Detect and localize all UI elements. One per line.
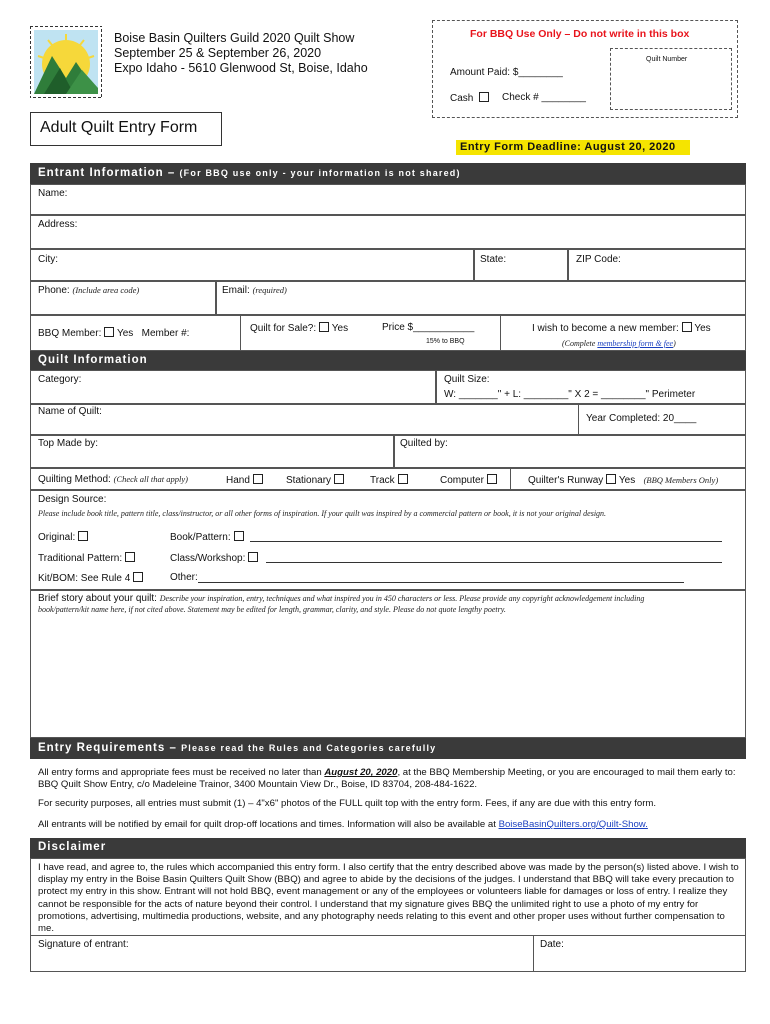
- stationary-checkbox[interactable]: [334, 474, 344, 484]
- zip-label: ZIP Code:: [576, 254, 621, 265]
- quilt-number-label: Quilt Number: [646, 56, 688, 63]
- runway-checkbox[interactable]: [606, 474, 616, 484]
- story-label: Brief story about your quilt: Describe your inspiration, entry, techniques and what inspired you in 450 characters or less. Please provide any copyright acknowledgement including: [38, 593, 645, 604]
- quilt-section-header: Quilt Information: [30, 351, 746, 370]
- signature-field[interactable]: Signature of entrant:: [38, 939, 129, 950]
- deadline-text: Entry Form Deadline: August 20, 2020: [460, 141, 676, 153]
- date-divider: [533, 935, 534, 972]
- cash-label: Cash: [450, 92, 489, 104]
- hand-checkbox[interactable]: [253, 474, 263, 484]
- for-sale-label: Quilt for Sale?: Yes: [250, 323, 349, 334]
- category-field[interactable]: [30, 370, 436, 404]
- requirements-p1: All entry forms and appropriate fees must be received no later than August 20, 2020, at the BBQ Membership Meeting, or you are encouraged to mail them early to: BBQ Quilt Show Entry, c/o Madeleine Trainor, 3400 Mountain View Dr., Boise, ID 83704, 208-484-1622.: [38, 767, 736, 791]
- complete-membership-note: (Complete membership form & fee): [562, 339, 676, 348]
- signature-divider: [30, 935, 746, 936]
- new-member-checkbox[interactable]: [682, 322, 692, 332]
- traditional-checkbox[interactable]: [125, 552, 135, 562]
- form-title: Adult Quilt Entry Form: [40, 119, 198, 136]
- price-label[interactable]: Price $___________: [382, 322, 475, 333]
- track-checkbox[interactable]: [398, 474, 408, 484]
- traditional-option: Traditional Pattern:: [38, 552, 135, 564]
- bbq-member-label: BBQ Member: Yes Member #:: [38, 328, 190, 339]
- name-label: Name:: [38, 188, 68, 199]
- quilted-by-label: Quilted by:: [400, 438, 448, 449]
- email-label: Email: (required): [222, 285, 287, 296]
- story-note-2: book/pattern/kit name here, if not cited above. Statement may be edited for length, grammar, clarity, and style. Please do not quote lengthy poetry.: [38, 605, 506, 614]
- show-dates: September 25 & September 26, 2020: [114, 46, 322, 60]
- disclaimer-text: I have read, and agree to, the rules which accompanied this entry form. I also certify that the entry described above was made by the person(s) listed above. I wish to display my entry in the Boise Basin Quilters Quilt Show (BBQ) and agree to abide by the decisions of the judges. I understand that BBQ will take every precaution to protect my entry in this show. Entrant will not hold BBQ, event management or any of the employees or volunteers liable for damages or loss of entry. I realize they cannot be responsible for the acts of nature beyond their control. I understand that my signature gives BBQ the unlimited right to use a photo of my entry for promotions, advertising, multimedia productions, website, and any photography needs relating to this event and other proper uses without further compensation to me.: [38, 862, 739, 935]
- membership-divider-1: [240, 315, 241, 351]
- disclaimer-section-header: Disclaimer: [30, 838, 746, 858]
- quilt-show-link[interactable]: BoiseBasinQuilters.org/Quilt-Show.: [498, 819, 648, 830]
- quilting-method-label: Quilting Method: (Check all that apply): [38, 474, 188, 485]
- category-label: Category:: [38, 374, 82, 385]
- kit-checkbox[interactable]: [133, 572, 143, 582]
- bbq-box-title: For BBQ Use Only – Do not write in this box: [470, 28, 690, 40]
- cash-checkbox[interactable]: [479, 92, 489, 102]
- method-stationary: Stationary: [286, 474, 344, 486]
- quilt-size-label: Quilt Size:: [444, 374, 490, 385]
- membership-divider-2: [500, 315, 501, 351]
- quilt-name-label: Name of Quilt:: [38, 406, 102, 417]
- method-hand: Hand: [226, 474, 263, 486]
- requirements-section-header: Entry Requirements – Please read the Rules and Categories carefully: [30, 738, 746, 759]
- bbq-member-checkbox[interactable]: [104, 327, 114, 337]
- class-option: Class/Workshop:: [170, 552, 258, 564]
- guild-logo: [30, 26, 102, 98]
- quilters-runway: Quilter's Runway Yes (BBQ Members Only): [528, 475, 719, 486]
- city-label: City:: [38, 254, 58, 265]
- book-option: Book/Pattern:: [170, 531, 244, 543]
- computer-checkbox[interactable]: [487, 474, 497, 484]
- city-field[interactable]: [30, 249, 474, 281]
- design-source-note: Please include book title, pattern title, class/instructor, or all other forms of inspiration. If your quilt was inspired by a commercial pattern or book, it is not your original design.: [38, 509, 607, 518]
- phone-label: Phone: (Include area code): [38, 285, 140, 296]
- requirements-p3: All entrants will be notified by email for quilt drop-off locations and times. Information will also be available at BoiseBasinQuilters.org/Quilt-Show.: [38, 819, 648, 830]
- entrant-section-header: Entrant Information – (For BBQ use only - your information is not shared): [30, 163, 746, 184]
- date-field[interactable]: Date:: [540, 939, 564, 950]
- name-field[interactable]: [30, 184, 746, 215]
- quilt-size-formula: W: _______" + L: ________" X 2 = ________" Perimeter: [444, 389, 696, 400]
- method-computer: Computer: [440, 474, 497, 486]
- class-checkbox[interactable]: [248, 552, 258, 562]
- show-venue: Expo Idaho - 5610 Glenwood St, Boise, Idaho: [114, 61, 368, 75]
- email-field[interactable]: [216, 281, 746, 315]
- method-divider: [510, 468, 511, 490]
- other-option: Other:: [170, 572, 198, 583]
- year-completed-label: Year Completed: 20____: [586, 413, 697, 424]
- design-source-label: Design Source:: [38, 494, 107, 505]
- original-checkbox[interactable]: [78, 531, 88, 541]
- check-number: Check # ________: [502, 92, 586, 103]
- book-line[interactable]: [250, 541, 722, 542]
- requirements-p2: For security purposes, all entries must submit (1) – 4"x6" photos of the FULL quilt top with the entry form. Fees, if any are due with this entry form.: [38, 798, 657, 809]
- for-sale-checkbox[interactable]: [319, 322, 329, 332]
- kit-option: Kit/BOM: See Rule 4: [38, 572, 143, 584]
- top-made-by-label: Top Made by:: [38, 438, 99, 449]
- show-title: Boise Basin Quilters Guild 2020 Quilt Show: [114, 31, 355, 45]
- address-label: Address:: [38, 219, 78, 230]
- mountain-logo-icon: [30, 26, 102, 98]
- new-member-label: I wish to become a new member: Yes: [532, 323, 711, 334]
- address-field[interactable]: [30, 215, 746, 249]
- other-line[interactable]: [198, 582, 684, 583]
- class-line[interactable]: [266, 562, 722, 563]
- membership-form-link[interactable]: membership form & fee: [597, 339, 674, 348]
- price-note: 15% to BBQ: [426, 338, 465, 345]
- book-checkbox[interactable]: [234, 531, 244, 541]
- original-option: Original:: [38, 531, 88, 543]
- amount-paid: Amount Paid: $________: [450, 67, 563, 78]
- state-label: State:: [480, 254, 507, 265]
- method-track: Track: [370, 474, 408, 486]
